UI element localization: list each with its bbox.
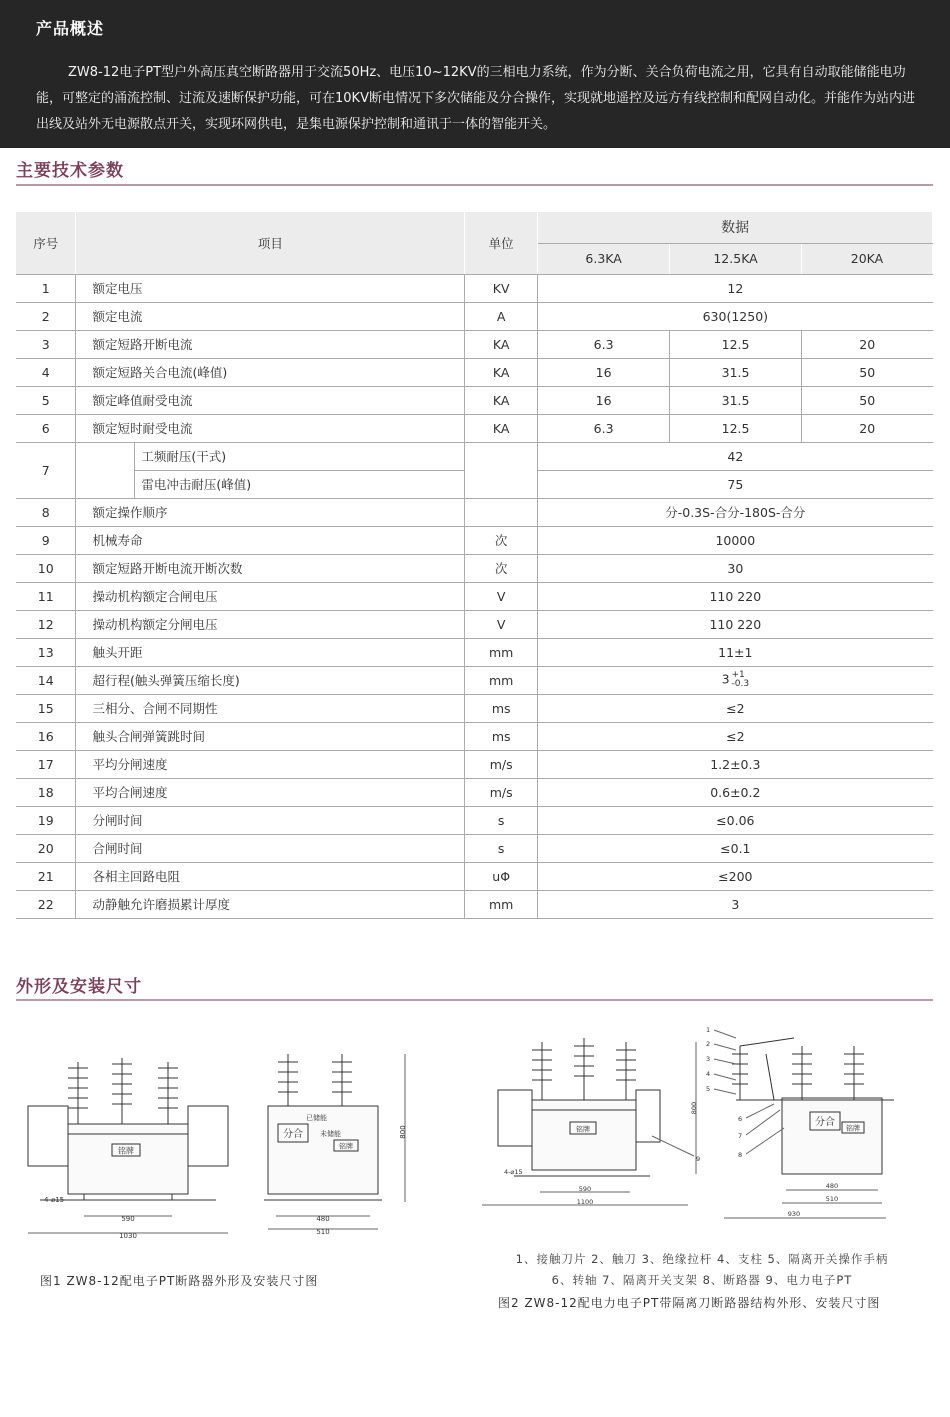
svg-text:铭牌: 铭牌 xyxy=(339,1142,353,1151)
insulator xyxy=(332,1054,352,1106)
tolerance: +1 -0.3 xyxy=(731,670,750,689)
table-row: 11 操动机构额定合闸电压 V 110 220 xyxy=(16,582,933,610)
table-row: 9 机械寿命 次 10000 xyxy=(16,526,933,554)
overview-text: ZW8-12电子PT型户外高压真空断路器用于交流50Hz、电压10~12KV的三相电力系统，作为分断、关合负荷电流之用，它具有自动取能储能电功能，可整定的涌流控制、过流及速断保护功能，可在10KV断电情况下多次储能及分合操作，实现就地遥控及远方有线控制和配网自动化。并能作为站内进出线及站外无电源散点开关，实现环网供电，是集电源保护控制和通讯于一体的智能开关。 xyxy=(36,65,915,132)
table-row: 5 额定峰值耐受电流 KA 16 31.5 50 xyxy=(16,386,933,414)
specs-table xyxy=(16,212,933,919)
label-9: 9 xyxy=(696,1155,701,1163)
header-item: 项目 xyxy=(76,212,465,274)
figure-2-drawing xyxy=(474,1024,926,1224)
table-row: 8 额定操作顺序 分-0.3S-合分-180S-合分 xyxy=(16,498,933,526)
figure-2-legend-line-2: 6、转轴 7、隔离开关支架 8、断路器 9、电力电子PT xyxy=(551,1273,853,1287)
svg-text:分合: 分合 xyxy=(815,1117,835,1128)
front-view xyxy=(482,1038,700,1206)
dim-590: 590 xyxy=(121,1215,135,1223)
overview-title: 产品概述 xyxy=(36,19,105,38)
label-8: 8 xyxy=(738,1151,743,1159)
svg-text:铭牌: 铭牌 xyxy=(846,1124,860,1133)
table-row: 14 超行程(触头弹簧压缩长度) mm 3 +1 -0.3 xyxy=(16,666,933,694)
insulator xyxy=(68,1062,88,1124)
svg-text:已储能: 已储能 xyxy=(306,1114,327,1122)
insulator xyxy=(112,1058,132,1124)
svg-text:480: 480 xyxy=(825,1182,839,1190)
header-data: 数据 xyxy=(538,212,933,243)
table-row: 20 合闸时间 s ≤0.1 xyxy=(16,834,933,862)
label-1: 1 xyxy=(706,1026,711,1034)
insulator xyxy=(792,1046,812,1100)
dim-510: 510 xyxy=(316,1228,330,1236)
label-4: 4 xyxy=(706,1070,711,1078)
svg-text:4-⌀15: 4-⌀15 xyxy=(504,1168,523,1176)
svg-text:未储能: 未储能 xyxy=(320,1130,341,1138)
table-row: 18 平均合闸速度 m/s 0.6±0.2 xyxy=(16,778,933,806)
insulator xyxy=(574,1038,594,1100)
insulator xyxy=(278,1054,298,1106)
table-row: 2 额定电流 A 630(1250) xyxy=(16,302,933,330)
label-6: 6 xyxy=(738,1115,743,1123)
table-row: 13 触头开距 mm 11±1 xyxy=(16,638,933,666)
side-view xyxy=(706,1026,894,1218)
header-col-20ka: 20KA xyxy=(802,243,933,274)
insulator xyxy=(158,1062,178,1124)
svg-text:590: 590 xyxy=(578,1185,592,1193)
label-7: 7 xyxy=(738,1132,743,1140)
dimensions-title: 外形及安装尺寸 xyxy=(16,977,142,997)
table-row: 雷电冲击耐压(峰值) 75 xyxy=(16,470,933,498)
svg-text:4-⌀15: 4-⌀15 xyxy=(44,1196,65,1204)
table-row: 6 额定短时耐受电流 KA 6.3 12.5 20 xyxy=(16,414,933,442)
side-view xyxy=(264,1054,407,1236)
figure-2-caption: 图2 ZW8-12配电力电子PT带隔离刀断路器结构外形、安装尺寸图 xyxy=(498,1296,881,1310)
table-row: 12 操动机构额定分闸电压 V 110 220 xyxy=(16,610,933,638)
figure-2-legend-line-1: 1、接触刀片 2、触刀 3、绝缘拉杆 4、支柱 5、隔离开关操作手柄 xyxy=(515,1252,889,1266)
label-5: 5 xyxy=(706,1085,711,1093)
table-row: 7 工频耐压(干式) 42 xyxy=(16,442,933,470)
table-row: 3 额定短路开断电流 KA 6.3 12.5 20 xyxy=(16,330,933,358)
svg-text:1100: 1100 xyxy=(576,1198,594,1206)
insulator xyxy=(532,1042,552,1100)
table-row: 4 额定短路关合电流(峰值) KA 16 31.5 50 xyxy=(16,358,933,386)
table-row: 19 分闸时间 s ≤0.06 xyxy=(16,806,933,834)
overview-banner xyxy=(0,0,950,148)
figure-1-caption: 图1 ZW8-12配电子PT断路器外形及安装尺寸图 xyxy=(40,1274,319,1288)
table-row: 22 动静触允许磨损累计厚度 mm 3 xyxy=(16,890,933,918)
header-col-6-3ka: 6.3KA xyxy=(538,243,670,274)
header-unit: 单位 xyxy=(465,212,538,274)
specs-divider xyxy=(16,184,933,186)
dim-1030: 1030 xyxy=(119,1232,137,1240)
table-row: 16 触头合闸弹簧跳时间 ms ≤2 xyxy=(16,722,933,750)
dim-480: 480 xyxy=(316,1215,330,1223)
label-2: 2 xyxy=(706,1040,711,1048)
figure-1-drawing xyxy=(20,1040,440,1250)
dim-800: 800 xyxy=(399,1125,407,1139)
insulator xyxy=(844,1046,864,1100)
table-row: 10 额定短路开断电流开断次数 次 30 xyxy=(16,554,933,582)
svg-text:930: 930 xyxy=(787,1210,801,1218)
dimensions-divider xyxy=(16,999,933,1001)
front-view xyxy=(28,1058,228,1240)
nameplate-label: 铭牌 xyxy=(118,1146,134,1156)
specs-title: 主要技术参数 xyxy=(16,161,124,181)
svg-text:铭牌: 铭牌 xyxy=(576,1125,590,1134)
table-row: 15 三相分、合闸不同期性 ms ≤2 xyxy=(16,694,933,722)
header-col-12-5ka: 12.5KA xyxy=(670,243,802,274)
insulator xyxy=(616,1042,636,1100)
svg-text:510: 510 xyxy=(825,1195,839,1203)
switch-label: 分合 xyxy=(283,1129,303,1140)
svg-text:800: 800 xyxy=(690,1101,698,1115)
table-row: 1 额定电压 KV 12 xyxy=(16,274,933,302)
label-3: 3 xyxy=(706,1055,711,1063)
header-no: 序号 xyxy=(16,212,76,274)
table-row: 21 各相主回路电阻 uΦ ≤200 xyxy=(16,862,933,890)
table-row: 17 平均分闸速度 m/s 1.2±0.3 xyxy=(16,750,933,778)
